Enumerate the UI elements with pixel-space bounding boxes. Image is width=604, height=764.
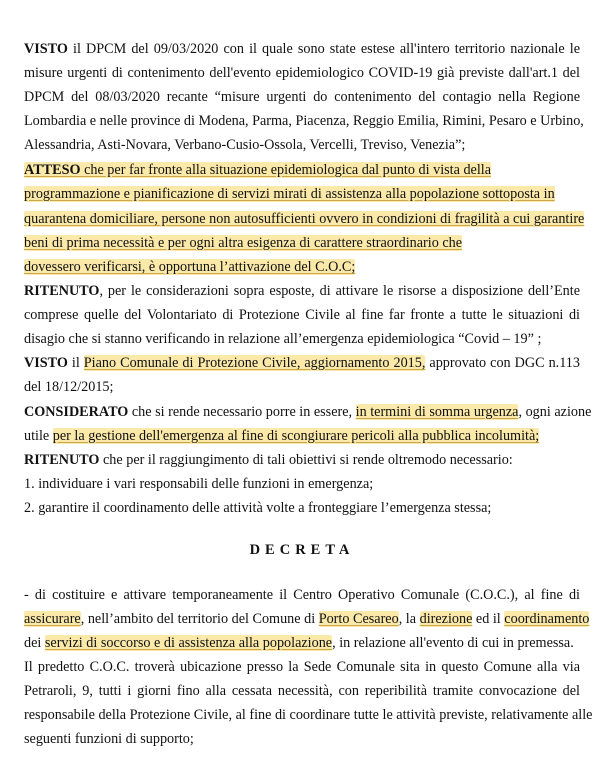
p2-line-4: beni di prima necessità e per ogni altra esigenza di carattere straordinario che <box>24 235 463 251</box>
p1-line-2: misure urgenti di contenimento dell'evento epidemiologico COVID-19 già previste dall'art.1 del <box>24 65 580 81</box>
p8-line-4: seguenti funzioni di supporto; <box>24 731 194 747</box>
p4-line-1: VISTO il Piano Comunale di Protezione Civile, aggiornamento 2015, approvato con DGC n.113 <box>24 355 580 371</box>
list-item-2: 2. garantire il coordinamento delle attività volte a fronteggiare l’emergenza stessa; <box>24 500 492 516</box>
p8-line-3: responsabile della Protezione Civile, al fine di coordinare tutte le attività previste, relativamente alle <box>24 707 593 723</box>
p7-line-3: dei servizi di soccorso e di assistenza alla popolazione, in relazione all'evento di cui in premessa. <box>24 635 574 651</box>
list-item-1: 1. individuare i vari responsabili delle funzioni in emergenza; <box>24 476 374 492</box>
p2-line-2: programmazione e pianificazione di servizi mirati di assistenza alla popolazione sottoposta in <box>24 186 555 202</box>
p5-line-2: utile per la gestione dell'emergenza al fine di scongiurare pericoli alla pubblica incolumità; <box>24 428 540 444</box>
p6-keyword: RITENUTO <box>24 452 100 468</box>
p1-line-1: VISTO il DPCM del 09/03/2020 con il quale sono state estese all'intero territorio nazionale le <box>24 41 580 57</box>
p7-line-2: assicurare, nell’ambito del territorio del Comune di Porto Cesareo, la direzione ed il coordinamento <box>24 611 590 627</box>
p1-line-5: Alessandria, Asti-Novara, Verbano-Cusio-Ossola, Vercelli, Treviso, Venezia”; <box>24 137 466 153</box>
p5-line-1: CONSIDERATO che si rende necessario porre in essere, in termini di somma urgenza, ogni azione <box>24 404 592 420</box>
p2-line-1: ATTESO che per far fronte alla situazione epidemiologica dal punto di vista della <box>24 162 492 178</box>
p1-line-3: DPCM del 08/03/2020 recante “misure urgenti do contenimento del contagio nella Regione <box>24 89 580 105</box>
p8-line-2: Petraroli, 9, tutti i giorni fino alla cessata necessità, con reperibilità tramite convocazione del <box>24 683 580 699</box>
p8-line-1: Il predetto C.O.C. troverà ubicazione presso la Sede Comunale sita in questo Comune alla via <box>24 659 580 675</box>
p2-line-5: dovessero verificarsi, è opportuna l’attivazione del C.O.C; <box>24 259 356 275</box>
p7-line-1: - di costituire e attivare temporaneamente il Centro Operativo Comunale (C.O.C.), al fine di <box>24 587 580 603</box>
p4-line-2: del 18/12/2015; <box>24 379 114 395</box>
p2-keyword: ATTESO <box>24 162 81 178</box>
p2-line-3: quarantena domiciliare, persone non autosufficienti ovvero in condizioni di fragilità a cui garantire <box>24 211 585 227</box>
p1-line-4: Lombardia e nelle province di Modena, Parma, Piacenza, Reggio Emilia, Rimini, Pesaro e Urbino, <box>24 113 584 129</box>
p3-keyword: RITENUTO <box>24 283 100 299</box>
p3-line-1: RITENUTO, per le considerazioni sopra esposte, di attivare le risorse a disposizione dell’Ente <box>24 283 580 299</box>
p3-line-3: disagio che si stanno verificando in relazione all’emergenza epidemiologica “Covid – 19” ; <box>24 331 542 347</box>
p4-keyword: VISTO <box>24 355 68 371</box>
p5-keyword: CONSIDERATO <box>24 404 129 420</box>
p6-line-1: RITENUTO che per il raggiungimento di tali obiettivi si rende oltremodo necessario: <box>24 452 513 468</box>
decreta-heading: DECRETA <box>249 542 355 558</box>
p3-line-2: comprese quelle del Volontariato di Protezione Civile al fine far fronte a tutte le situazioni di <box>24 307 580 323</box>
p1-keyword: VISTO <box>24 41 68 57</box>
